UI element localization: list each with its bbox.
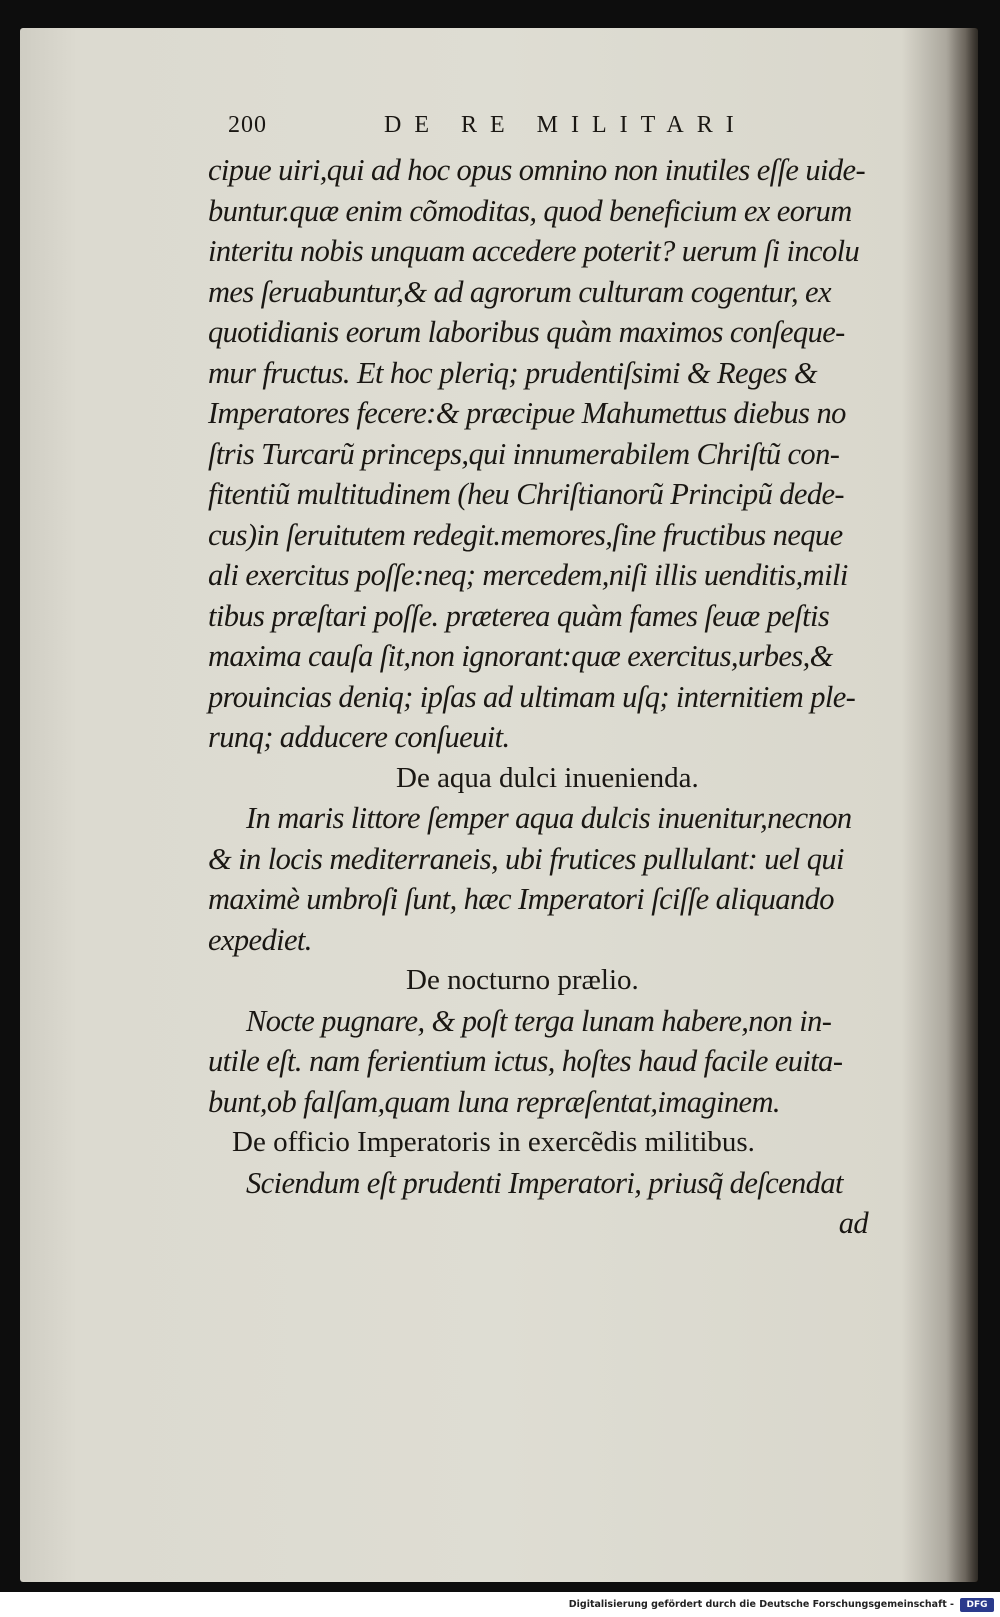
page-number: 200 xyxy=(228,112,267,138)
text-line: prouincias deniq; ipſas ad ultimam uſq; internitiem ple- xyxy=(208,679,856,714)
text-line: quotidianis eorum laboribus quàm maximos conſeque- xyxy=(208,315,845,349)
text-line: mes ſeruabuntur,& ad agrorum culturam cogentur, ex xyxy=(208,274,831,309)
text-line: mur fructus. Et hoc pleriq; prudentiſsimi & Reges & xyxy=(208,355,817,390)
text-line: bunt,ob falſam,quam luna repræſentat,imaginem. xyxy=(208,1084,780,1119)
text-line: utile eſt. nam ferientium ictus, hoſtes haud facile euita- xyxy=(208,1044,843,1078)
text-line: cus)in ſeruitutem redegit.memores,ſine fructibus neque xyxy=(208,517,843,552)
text-line: interitu nobis unquam accedere poterit? uerum ſi incolu xyxy=(208,234,860,268)
text-line: expediet. xyxy=(208,922,312,957)
text-line: tibus præſtari poſſe. præterea quàm fames ſeuæ peſtis xyxy=(208,598,830,633)
text-line: Nocte pugnare, & poſt terga lunam habere,non in- xyxy=(246,1003,832,1038)
running-title: DE RE MILITARI xyxy=(384,112,747,138)
section-heading: De aqua dulci inuenienda. xyxy=(396,761,699,794)
dfg-logo-icon: DFG xyxy=(960,1598,994,1612)
text-line: maximè umbroſi ſunt, hæc Imperatori ſciſſe aliquando xyxy=(208,882,834,916)
text-line: cipue uiri,qui ad hoc opus omnino non inutiles eſſe uide- xyxy=(208,153,866,187)
body-text xyxy=(208,150,898,1244)
text-line: & in locis mediterraneis, ubi frutices pullulant: uel qui xyxy=(208,841,844,876)
section-heading: De nocturno prælio. xyxy=(406,964,639,996)
text-line: fitentiũ multitudinem (heu Chriſtianorũ Principũ dede- xyxy=(208,477,844,511)
text-line: In maris littore ſemper aqua dulcis inuenitur,necnon xyxy=(246,801,852,835)
footer-credit: Digitalisierung gefördert durch die Deutsche Forschungsgemeinschaft - xyxy=(568,1599,954,1610)
text-line: ſtris Turcarũ princeps,qui innumerabilem Chriſtũ con- xyxy=(208,436,840,471)
text-line: Imperatores fecere:& præcipue Mahumettus diebus no xyxy=(208,396,846,430)
running-head xyxy=(228,112,768,148)
digitization-footer xyxy=(0,1596,1000,1617)
text-line: maxima cauſa ſit,non ignorant:quæ exercitus,urbes,& xyxy=(208,639,833,673)
catchword: ad xyxy=(838,1206,868,1240)
text-line: buntur.quæ enim cõmoditas, quod beneficium ex eorum xyxy=(208,193,852,228)
page-gutter-shadow xyxy=(946,28,978,1582)
text-line: runq; adducere conſueuit. xyxy=(208,720,510,754)
text-line: Sciendum eſt prudenti Imperatori, priusq̃ deſcendat xyxy=(246,1165,843,1200)
text-line: ali exercitus poſſe:neq; mercedem,niſi illis uenditis,mili xyxy=(208,558,848,592)
section-heading: De officio Imperatoris in exercẽdis militibus. xyxy=(232,1126,755,1158)
